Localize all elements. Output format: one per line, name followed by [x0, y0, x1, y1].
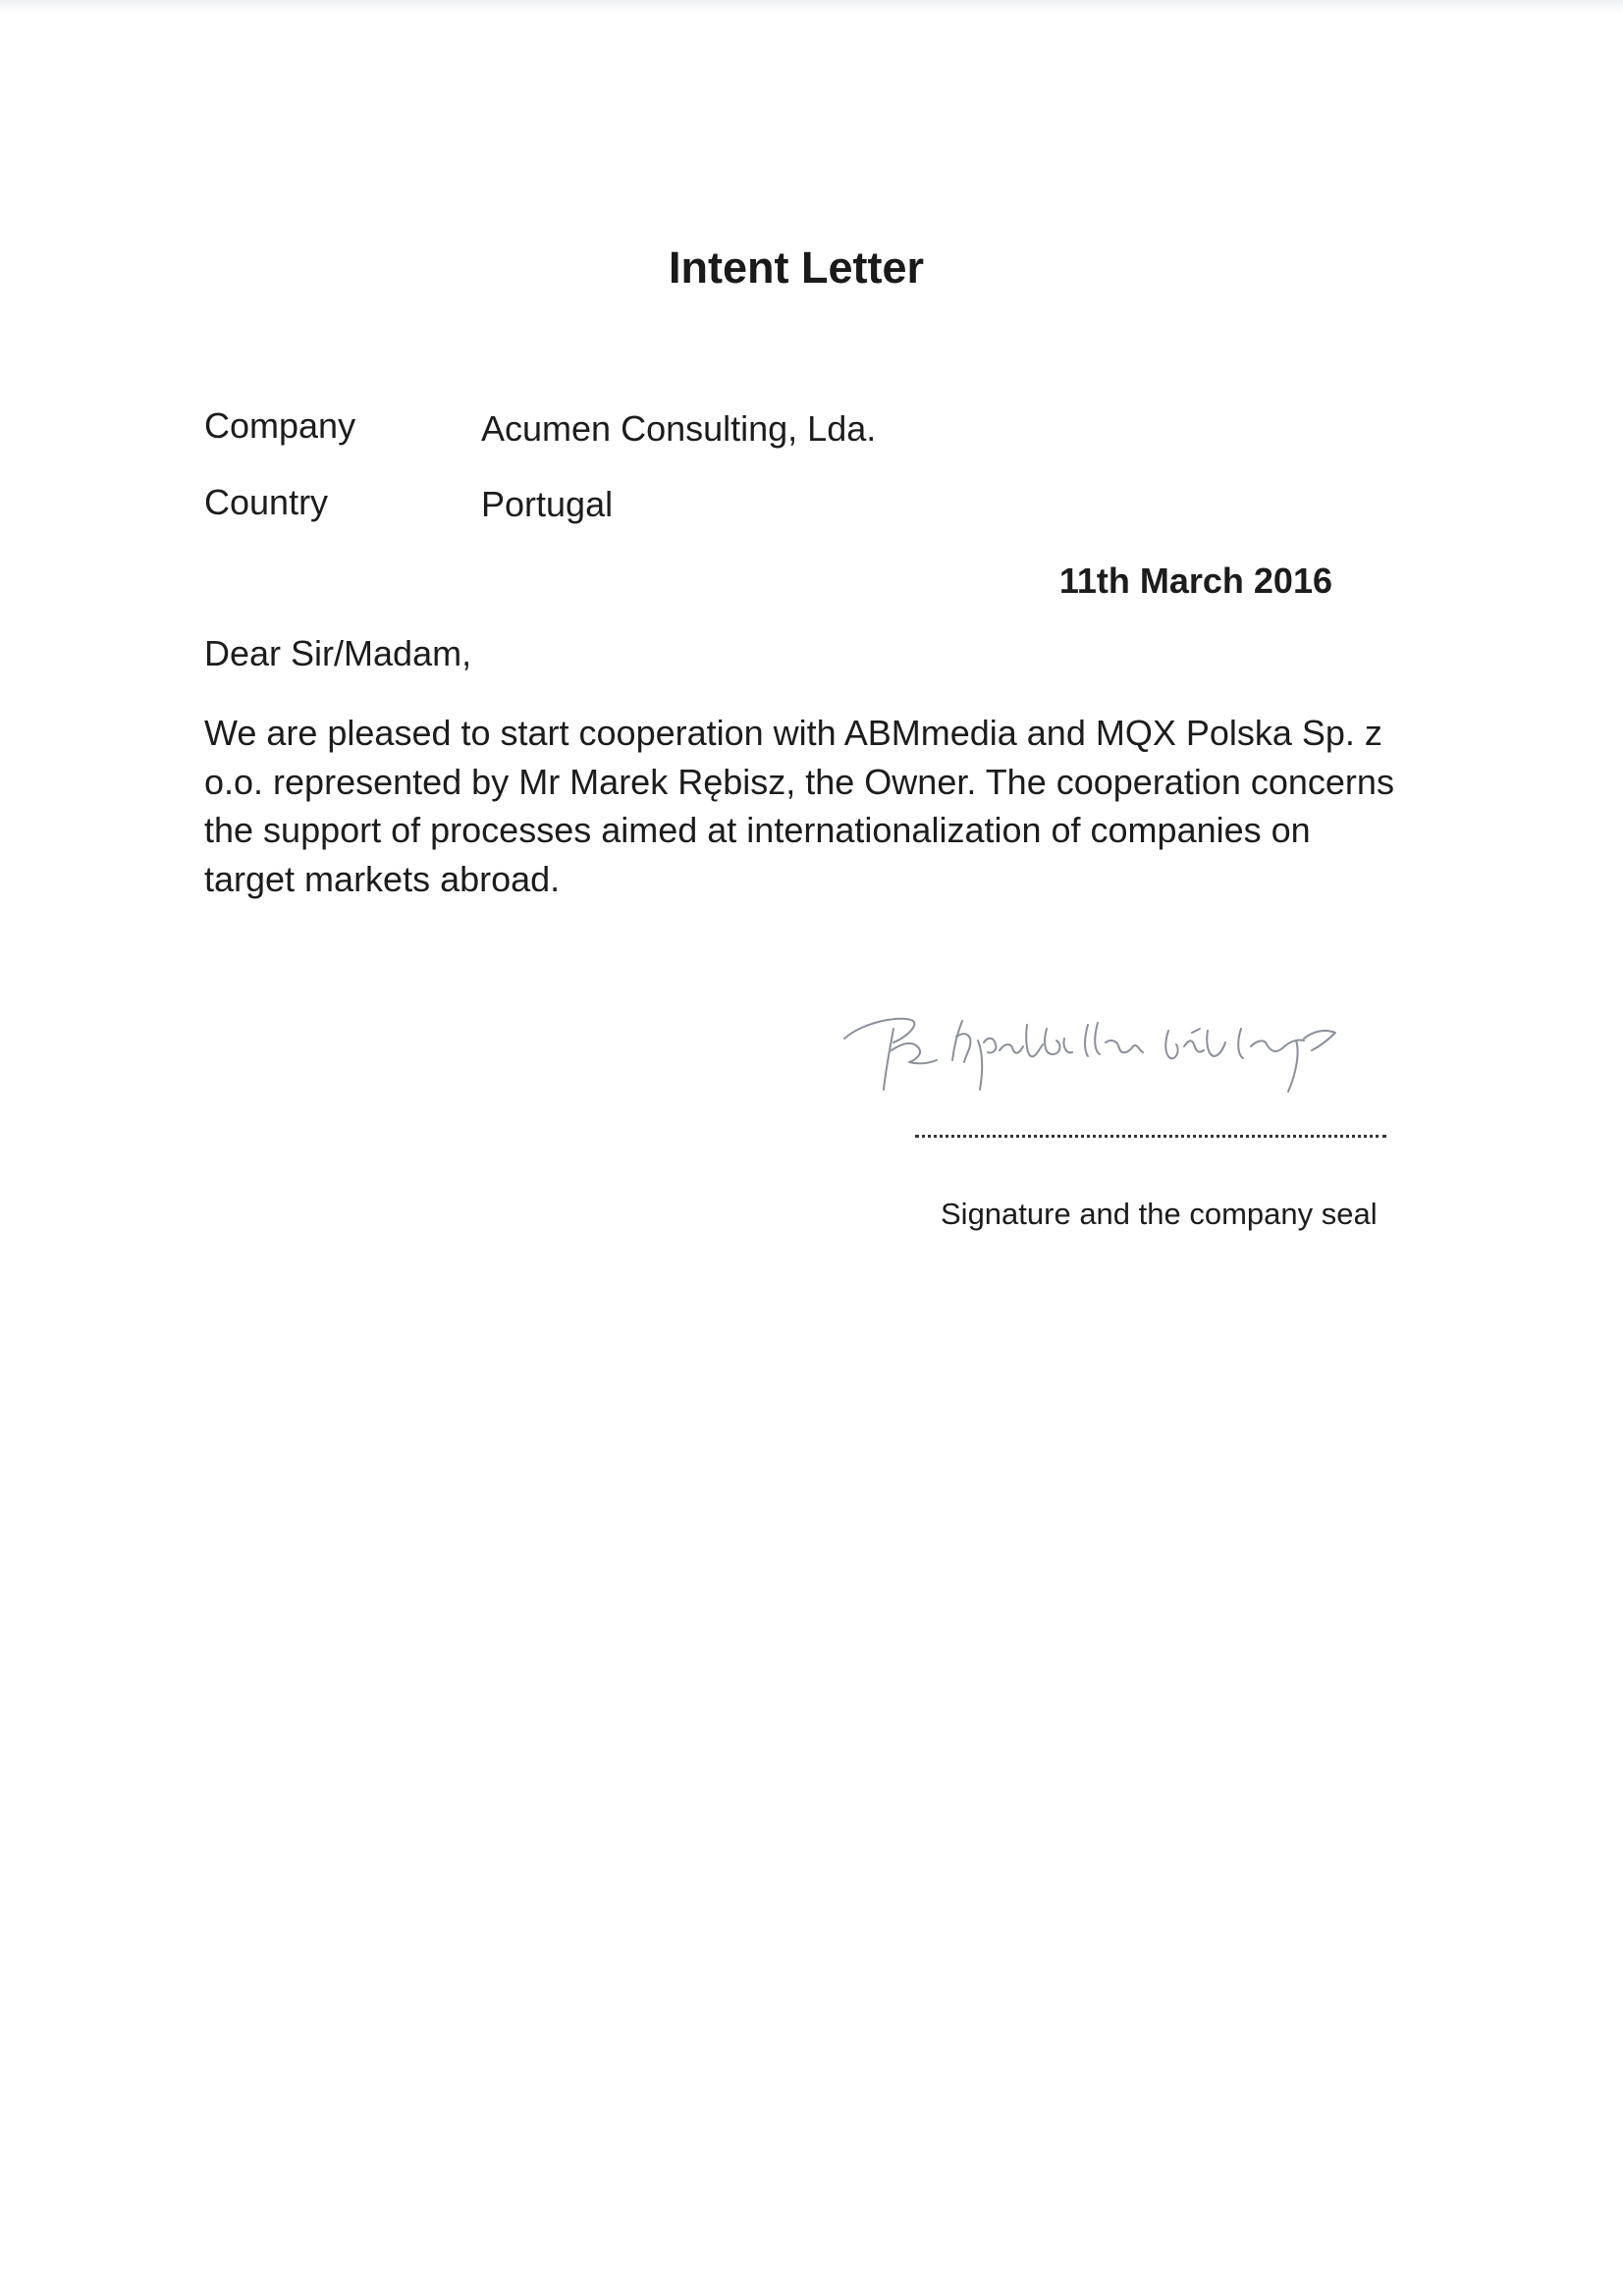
country-label: Country: [204, 482, 329, 522]
signature-caption: Signature and the company seal: [941, 1197, 1378, 1231]
salutation: Dear Sir/Madam,: [204, 633, 472, 673]
signature-line: [915, 1135, 1386, 1138]
letter-date: 11th March 2016: [1058, 561, 1332, 601]
handwritten-signature: [835, 982, 1365, 1109]
company-label: Company: [204, 405, 356, 446]
letter-title: Intent Letter: [668, 242, 924, 293]
letter-body: We are pleased to start cooperation with ABMmedia and MQX Polska Sp. z o.o. represented by Mr Marek Rębisz, the Owner. The cooperation concerns the support of processes aimed at internationalization of companies on target markets abroad.: [204, 713, 1394, 899]
country-value: Portugal: [481, 484, 614, 524]
company-value: Acumen Consulting, Lda.: [481, 408, 877, 449]
scan-edge-shadow: [0, 0, 1623, 14]
